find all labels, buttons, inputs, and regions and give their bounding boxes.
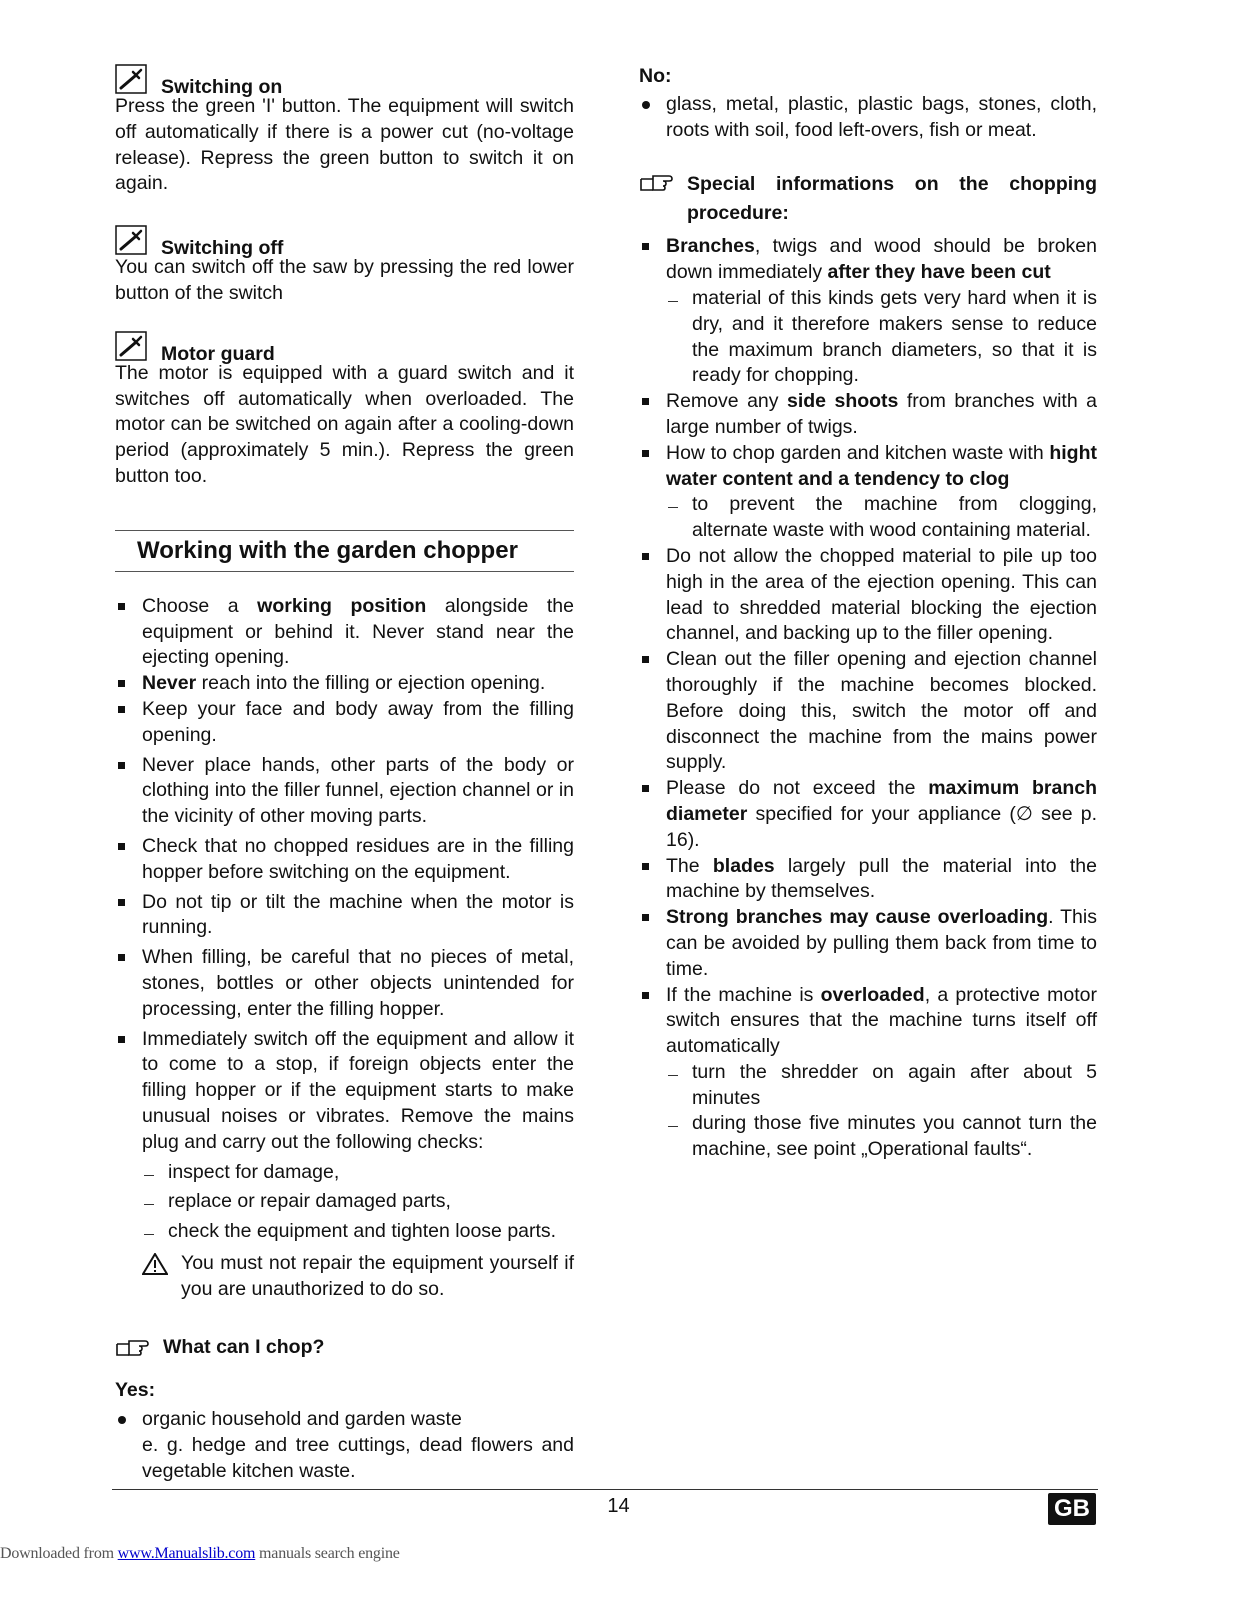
list-item: If the machine is overloaded, a protective motor switch ensures that the machine turns itself off automatically turn the shredder on again after about 5 minutes during those five minutes you cannot turn the machine, see point „Operational faults“. bbox=[639, 983, 1097, 1164]
tool-icon bbox=[115, 225, 147, 255]
sub-list bbox=[666, 492, 1097, 544]
page-number: 14 bbox=[607, 1495, 630, 1517]
list-item: check the equipment and tighten loose parts. bbox=[142, 1219, 574, 1245]
special-info-heading bbox=[639, 170, 1097, 228]
switching-on-heading bbox=[115, 60, 574, 98]
switching-on-text: Press the green 'I' button. The equipment will switch off automatically if there is a power cut (no-voltage release). Repress the green button to switch it on again. bbox=[115, 95, 574, 195]
warning-icon bbox=[142, 1253, 168, 1275]
list-item: turn the shredder on again after about 5 minutes bbox=[666, 1060, 1097, 1112]
sub-list bbox=[666, 286, 1097, 389]
list-item: How to chop garden and kitchen waste with hight water content and a tendency to clog to prevent the machine from clogging, alternate waste with wood containing material. bbox=[639, 441, 1097, 544]
motor-guard-text: The motor is equipped with a guard switch and it switches off automatically when overloaded. The motor can be switched on again after a cooling-down period (approximately 5 min.). Repress the green button too. bbox=[115, 361, 574, 487]
switching-off-text: You can switch off the saw by pressing the red lower button of the switch bbox=[115, 256, 574, 304]
switching-on-title: Switching on bbox=[161, 76, 283, 98]
list-item: material of this kinds gets very hard when it is dry, and it therefore makers sense to reduce the maximum branch diameters, so that it is ready for chopping. bbox=[666, 286, 1097, 389]
no-list bbox=[639, 92, 1097, 144]
list-item: Remove any side shoots from branches with a large number of twigs. bbox=[639, 389, 1097, 441]
switching-off-title: Switching off bbox=[161, 237, 284, 260]
left-column bbox=[115, 60, 574, 1484]
list-item: Never place hands, other parts of the body or clothing into the filler funnel, ejection channel or in the vicinity of other moving parts. bbox=[115, 753, 574, 830]
list-item: Never reach into the filling or ejection opening. bbox=[115, 671, 574, 697]
list-item: Clean out the filler opening and ejection channel thoroughly if the machine becomes blocked. Before doing this, switch the motor off and disconnect the machine from the mains power supply. bbox=[639, 647, 1097, 776]
list-item: replace or repair damaged parts, bbox=[142, 1189, 574, 1215]
motor-guard-title: Motor guard bbox=[161, 342, 275, 365]
yes-label: Yes: bbox=[115, 1379, 156, 1402]
list-item: organic household and garden waste e. g. hedge and tree cuttings, dead flowers and vegetable kitchen waste. bbox=[115, 1407, 574, 1484]
list-item: When filling, be careful that no pieces of metal, stones, bottles or other objects unintended for processing, enter the filling hopper. bbox=[115, 945, 574, 1022]
yes-list bbox=[115, 1407, 574, 1484]
list-item: The blades largely pull the material into the machine by themselves. bbox=[639, 854, 1097, 906]
section-heading: Working with the garden chopper bbox=[115, 530, 574, 572]
tool-icon bbox=[115, 64, 147, 94]
warning-note: You must not repair the equipment yourself if you are unauthorized to do so. bbox=[115, 1251, 574, 1303]
tool-icon bbox=[115, 331, 147, 361]
list-item: Strong branches may cause overloading. This can be avoided by pulling them back from time to time. bbox=[639, 905, 1097, 982]
manualslib-link[interactable]: www.Manualslib.com bbox=[117, 1545, 256, 1562]
country-badge: GB bbox=[1048, 1493, 1096, 1525]
list-item: during those five minutes you cannot turn the machine, see point „Operational faults“. bbox=[666, 1111, 1097, 1163]
safety-list bbox=[115, 594, 574, 1245]
list-item: Do not allow the chopped material to pile up too high in the area of the ejection opening. This can lead to shredded material blocking the ejection channel, and backing up to the filler opening. bbox=[639, 544, 1097, 647]
list-item: inspect for damage, bbox=[142, 1160, 574, 1186]
list-item: Branches, twigs and wood should be broken down immediately after they have been cut material of this kinds gets very hard when it is dry, and it therefore makers sense to reduce the maximum branch diameters, so that it is ready for chopping. bbox=[639, 234, 1097, 389]
what-can-i-chop-title: What can I chop? bbox=[163, 1336, 325, 1359]
chopping-tips-list bbox=[639, 234, 1097, 1163]
list-item: Keep your face and body away from the filling opening. bbox=[115, 697, 574, 749]
no-label: No: bbox=[639, 65, 672, 87]
checks-list bbox=[115, 1160, 574, 1245]
special-info-title: Special informations on the chopping procedure: bbox=[687, 173, 1097, 225]
list-item: Do not tip or tilt the machine when the motor is running. bbox=[115, 890, 574, 942]
pointing-hand-icon bbox=[639, 173, 673, 193]
right-column bbox=[639, 60, 1097, 1163]
what-can-i-chop-heading bbox=[115, 1335, 574, 1361]
motor-guard-heading bbox=[115, 327, 574, 365]
footer-divider bbox=[112, 1489, 1098, 1490]
list-item: glass, metal, plastic, plastic bags, stones, cloth, roots with soil, food left-overs, fish or meat. bbox=[639, 92, 1097, 144]
list-item: Please do not exceed the maximum branch diameter specified for your appliance (∅ see p. 16). bbox=[639, 776, 1097, 853]
list-item: Immediately switch off the equipment and allow it to come to a stop, if foreign objects enter the filling hopper or if the equipment starts to make unusual noises or vibrates. Remove the mains plug and carry out the following checks: inspect for damage, replace or repair damaged parts, check the equipment and tighten loose parts. bbox=[115, 1027, 574, 1245]
switching-off-heading bbox=[115, 221, 574, 260]
list-item: to prevent the machine from clogging, alternate waste with wood containing material. bbox=[666, 492, 1097, 544]
pointing-hand-icon bbox=[115, 1338, 149, 1358]
list-item: Check that no chopped residues are in the filling hopper before switching on the equipment. bbox=[115, 834, 574, 886]
sub-list bbox=[666, 1060, 1097, 1163]
list-item: Choose a working position alongside the equipment or behind it. Never stand near the ejecting opening. bbox=[115, 594, 574, 671]
download-notice: Downloaded from www.Manualslib.com manuals search engine bbox=[0, 1545, 400, 1562]
